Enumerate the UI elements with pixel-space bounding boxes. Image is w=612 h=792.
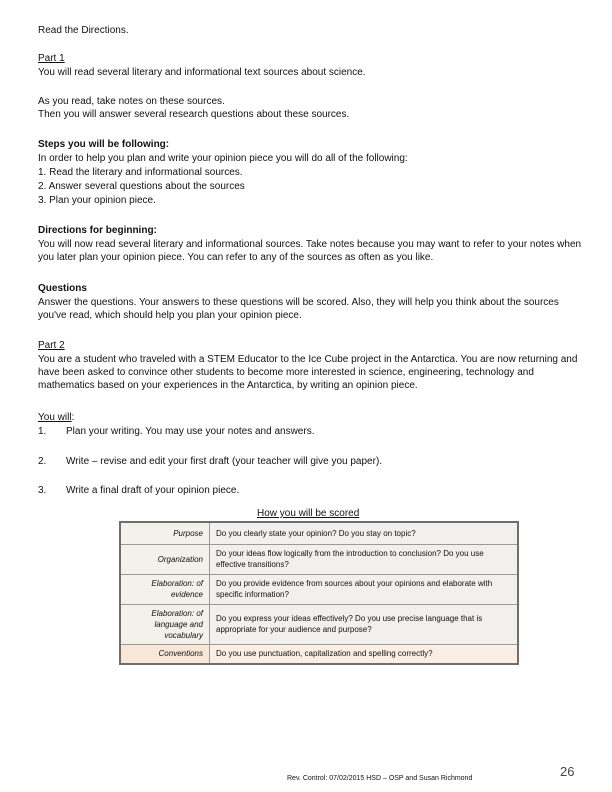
questions-text: Answer the questions. Your answers to these questions will be scored. Also, they will help you think about the sources you've read, which should help you plan your opinion piece. (38, 297, 559, 321)
page-heading: Read the Directions. (38, 25, 129, 36)
questions-title: Questions (38, 283, 87, 294)
revision-footer: Rev. Control: 07/02/2015 HSD – OSP and Susan Richmond (287, 775, 473, 782)
steps-intro: In order to help you plan and write your opinion piece you will do all of the following: (38, 153, 408, 164)
you-will-num-2: 2. (38, 456, 47, 467)
rubric-description: Do your ideas flow logically from the introduction to conclusion? Do you use effective transitions? (210, 544, 519, 574)
rubric-description: Do you use punctuation, capitalization and spelling correctly? (210, 644, 519, 664)
part2-text: You are a student who traveled with a STEM Educator to the Ice Cube project in the Antarctica. You are now returning and have been asked to convince other students to become more interested in science, engineering, technology and mathematics based on your experiences in the Antarctica, by writing an opinion piece. (38, 354, 578, 391)
you-will-item-1: Plan your writing. You may use your notes and answers. (66, 426, 315, 437)
page-number: 26 (560, 764, 575, 779)
rubric-row (120, 604, 518, 644)
you-will-heading (38, 411, 74, 424)
rubric-row (120, 522, 518, 544)
beginning-text: You will now read several literary and informational sources. Take notes because you may want to refer to your notes when you later plan your opinion piece. You can refer to any of the sources as often as you like. (38, 239, 582, 263)
part1-title: Part 1 (38, 53, 65, 64)
rubric-label: Conventions (120, 644, 210, 664)
you-will-title: You will (38, 412, 72, 423)
rubric-label: Elaboration: of evidence (120, 574, 210, 604)
rubric-label: Elaboration: of language and vocabulary (120, 604, 210, 644)
rubric-label: Organization (120, 544, 210, 574)
you-will-num-1: 1. (38, 426, 47, 437)
steps-item-2: 2. Answer several questions about the sources (38, 181, 245, 192)
steps-title: Steps you will be following: (38, 139, 170, 150)
rubric-description: Do you express your ideas effectively? Do you use precise language that is appropriate for your audience and purpose? (210, 604, 519, 644)
you-will-item-2: Write – revise and edit your first draft (your teacher will give you paper). (66, 456, 383, 467)
part1-notes1: As you read, take notes on these sources. (38, 96, 225, 107)
you-will-num-3: 3. (38, 485, 47, 496)
part2-title: Part 2 (38, 340, 65, 351)
rubric-label: Purpose (120, 522, 210, 544)
rubric-description: Do you provide evidence from sources about your opinions and elaborate with specific information? (210, 574, 519, 604)
rubric-row (120, 544, 518, 574)
rubric-title: How you will be scored (257, 508, 360, 519)
steps-item-1: 1. Read the literary and informational sources. (38, 167, 243, 178)
rubric-row (120, 574, 518, 604)
rubric-row (120, 644, 518, 664)
scoring-rubric-table (119, 521, 519, 665)
rubric-description: Do you clearly state your opinion? Do you stay on topic? (210, 522, 519, 544)
beginning-title: Directions for beginning: (38, 225, 157, 236)
steps-item-3: 3. Plan your opinion piece. (38, 195, 156, 206)
part1-line: You will read several literary and informational text sources about science. (38, 67, 366, 78)
part1-notes2: Then you will answer several research questions about these sources. (38, 109, 350, 120)
you-will-colon: : (71, 412, 75, 423)
you-will-item-3: Write a final draft of your opinion piece. (66, 485, 240, 496)
